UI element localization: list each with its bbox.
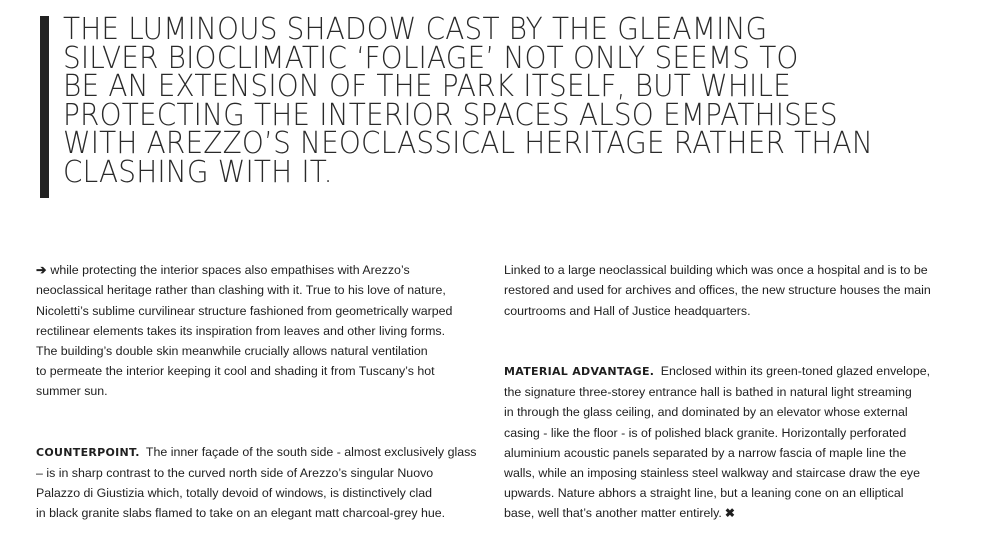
end-mark-icon: ✖ bbox=[724, 506, 735, 521]
right-paragraph-2-text: Enclosed within its green-toned glazed envelope, the signature three-storey entrance hall is bathed in natural light streaming in through the glass ceiling, and dominated by an elevator whose external casing - like the floor - is of polished black granite. Horizontally perforated aluminium acoustic panels separated by a narrow fascia of maple line the walls, while an imposing stainless steel walkway and staircase draw the eye upwards. Nature abhors a straight line, but a leaning cone on an elliptical base, well that’s another matter entirely. bbox=[504, 364, 931, 521]
left-paragraph-1-text: while protecting the interior spaces also empathises with Arezzo’s neoclassical heritage rather than clashing with it. True to his love of nature, Nicoletti’s sublime curvilinear structure fashioned from geometrically warped rectilinear elements takes its inspiration from leaves and other living forms. The building’s double skin meanwhile crucially allows natural ventilation to permeate the interior keeping it cool and shading it from Tuscany’s hot summer sun. bbox=[36, 263, 453, 399]
material-advantage-lead-in: MATERIAL ADVANTAGE. bbox=[504, 365, 655, 379]
continuation-arrow-icon: ➔ bbox=[36, 263, 47, 278]
pull-quote bbox=[40, 12, 970, 198]
counterpoint-lead-in: COUNTERPOINT. bbox=[36, 445, 140, 459]
right-paragraph-2 bbox=[504, 361, 964, 524]
left-paragraph-1 bbox=[36, 260, 486, 401]
left-column bbox=[36, 240, 486, 544]
left-paragraph-2 bbox=[36, 442, 486, 524]
left-paragraph-2-text: The inner façade of the south side - almost exclusively glass – is in sharp contrast to the curved north side of Arezzo’s singular Nuovo Palazzo di Giustizia which, totally devoid of windows, is distinctively clad in black granite slabs flamed to take on an elegant matt charcoal-grey hue. bbox=[36, 444, 477, 521]
right-column bbox=[504, 240, 964, 544]
pull-quote-text: THE LUMINOUS SHADOW CAST BY THE GLEAMING SILVER BIOCLIMATIC ‘FOLIAGE’ NOT ONLY SEEMS TO BE AN EXTENSION OF THE PARK ITSELF, BUT WHILE PROTECTING THE INTERIOR SPACES ALSO EMPATHISES WITH AREZZO’S NEOCLASSICAL HERITAGE RATHER THAN CLASHING WITH IT. bbox=[63, 12, 873, 190]
right-paragraph-1: Linked to a large neoclassical building which was once a hospital and is to be restored and used for archives and offices, the new structure houses the main courtrooms and Hall of Justice headquarters. bbox=[504, 263, 931, 318]
